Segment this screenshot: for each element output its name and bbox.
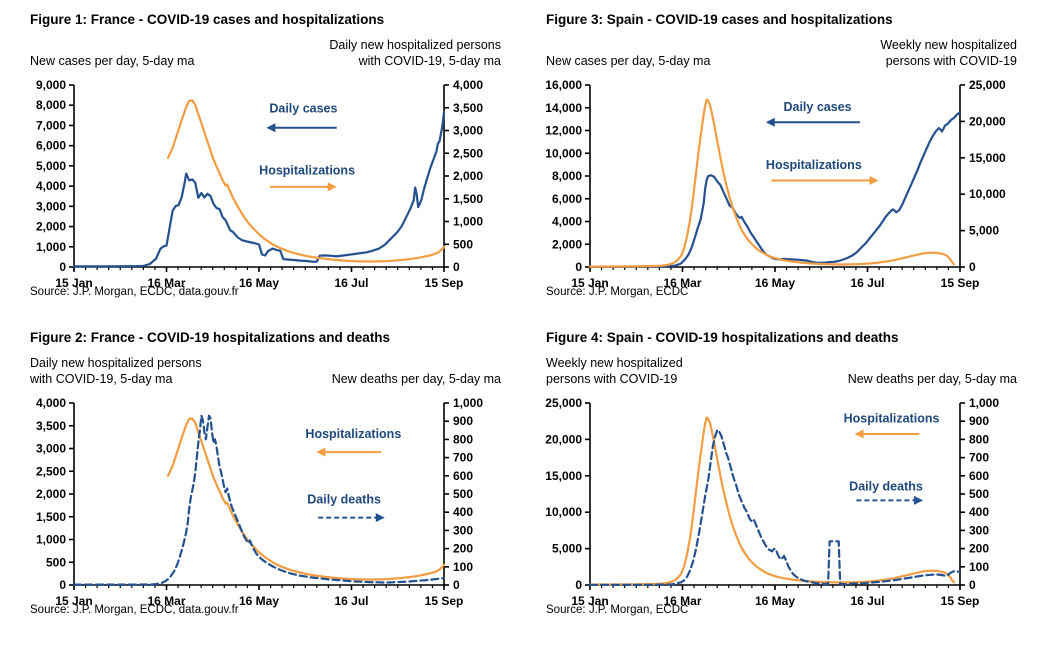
legend-arrow-head-left-icon	[316, 448, 325, 457]
left-tick-label: 8,000	[35, 98, 66, 113]
x-tick-label: 16 Mar	[147, 594, 186, 608]
right-tick-label: 300	[969, 523, 990, 538]
right-tick-label: 800	[969, 432, 990, 447]
axis-label-line: Daily new hospitalized persons	[329, 37, 501, 52]
figure-4-left-axis-label	[546, 350, 683, 387]
legend-daily-cases	[766, 100, 860, 127]
legend-arrow-head-right-icon	[328, 182, 337, 191]
left-tick-label: 4,000	[35, 396, 66, 410]
axis-label-line: Daily new hospitalized persons	[30, 355, 202, 370]
right-tick-label: 100	[969, 559, 990, 574]
legend-arrow-head-left-icon	[266, 123, 275, 132]
left-tick-label: 8,000	[551, 169, 582, 183]
left-tick-label: 0	[575, 578, 582, 592]
x-tick-label: 15 Sep	[940, 594, 980, 608]
left-tick-label: 14,000	[545, 100, 582, 115]
figure-4-title: Figure 4: Spain - COVID-19 hospitalizations and deaths	[546, 330, 899, 345]
figure-4-chart	[534, 388, 1039, 620]
axis-label-line: with COVID-19, 5-day ma	[358, 53, 501, 68]
figure-2-left-axis-label	[30, 350, 202, 387]
axis-label-line: persons with COVID-19	[885, 53, 1017, 68]
left-tick-label: 0	[575, 260, 582, 274]
right-tick-label: 25,000	[969, 78, 1006, 92]
axes	[36, 78, 483, 290]
x-tick-label: 15 Jan	[55, 594, 93, 608]
legend-arrow-head-right-icon	[870, 176, 879, 185]
x-tick-label: 16 Jul	[850, 276, 885, 290]
left-tick-label: 3,000	[35, 199, 66, 214]
axes	[545, 78, 1006, 290]
figure-3-panel	[534, 12, 1039, 327]
series-hospitalizations	[168, 101, 444, 262]
axis-label-line: with COVID-19, 5-day ma	[30, 371, 173, 386]
figure-4-right-axis-label	[848, 350, 1017, 387]
right-tick-label: 500	[453, 487, 474, 501]
left-tick-label: 10,000	[545, 146, 582, 161]
left-tick-label: 500	[45, 555, 66, 570]
x-tick-label: 16 May	[238, 594, 280, 608]
legend-arrow-head-right-icon	[376, 513, 385, 522]
left-tick-label: 2,000	[35, 487, 66, 501]
legend-daily-deaths	[307, 492, 385, 522]
right-tick-label: 900	[969, 414, 990, 429]
legend-hospitalizations	[305, 427, 401, 457]
left-tick-label: 4,000	[551, 214, 582, 229]
x-tick-label: 15 Sep	[424, 594, 464, 608]
left-tick-label: 7,000	[35, 118, 66, 133]
x-tick-label: 16 May	[238, 276, 280, 290]
right-tick-label: 20,000	[969, 114, 1006, 129]
legend-label: Hospitalizations	[259, 163, 356, 178]
figure-2-source: Source: J.P. Morgan, ECDC, data.gouv.fr	[30, 604, 239, 616]
left-tick-label: 6,000	[551, 191, 582, 206]
x-tick-label: 15 Jan	[571, 276, 609, 290]
figure-3-source: Source: J.P. Morgan, ECDC	[546, 286, 689, 298]
right-tick-label: 1,000	[453, 396, 484, 410]
right-tick-label: 15,000	[969, 150, 1006, 165]
right-tick-label: 10,000	[969, 187, 1006, 202]
left-tick-label: 3,500	[35, 418, 66, 433]
left-tick-label: 5,000	[35, 158, 66, 173]
left-tick-label: 1,500	[35, 509, 66, 524]
left-tick-label: 2,000	[551, 237, 582, 252]
x-tick-label: 15 Jan	[571, 594, 609, 608]
axes	[36, 396, 483, 608]
left-tick-label: 16,000	[545, 78, 582, 92]
legend-arrow-head-left-icon	[766, 118, 775, 127]
series-daily-deaths	[74, 416, 444, 585]
axis-label-line: Weekly new hospitalized	[546, 355, 683, 370]
figure-2-panel	[18, 330, 523, 645]
x-tick-label: 16 May	[754, 594, 796, 608]
left-tick-label: 1,000	[35, 239, 66, 254]
axis-label-line: Weekly new hospitalized	[880, 37, 1017, 52]
legend-daily-deaths	[849, 480, 923, 505]
axis-label-line: New deaths per day, 5-day ma	[331, 371, 501, 386]
legend-label: Hospitalizations	[305, 426, 402, 441]
x-tick-label: 15 Jan	[55, 276, 93, 290]
figure-3-left-axis-label	[546, 32, 710, 69]
figure-1-panel	[18, 12, 523, 327]
right-tick-label: 800	[453, 432, 474, 447]
x-tick-label: 15 Sep	[940, 276, 980, 290]
right-tick-label: 400	[969, 505, 990, 520]
right-tick-label: 100	[453, 559, 474, 574]
figure-1-chart	[18, 70, 523, 302]
figure-1-source: Source: J.P. Morgan, ECDC, data.gouv.fr	[30, 286, 239, 298]
left-tick-label: 2,000	[35, 219, 66, 234]
x-tick-label: 16 Jul	[850, 594, 885, 608]
right-tick-label: 1,500	[453, 191, 484, 206]
left-tick-label: 10,000	[545, 505, 582, 520]
axis-label-line: New cases per day, 5-day ma	[546, 53, 711, 68]
x-tick-label: 16 Mar	[663, 276, 702, 290]
figure-3-right-axis-label	[880, 32, 1017, 69]
right-tick-label: 0	[453, 260, 460, 274]
axes	[545, 396, 999, 608]
right-tick-label: 600	[969, 468, 990, 483]
figure-1-left-axis-label	[30, 32, 194, 69]
left-tick-label: 3,000	[35, 441, 66, 456]
left-tick-label: 2,500	[35, 464, 66, 479]
legend-label: Daily deaths	[849, 479, 923, 494]
legend-label: Daily cases	[783, 99, 852, 114]
axis-label-line: persons with COVID-19	[546, 371, 678, 386]
legend-daily-cases	[266, 102, 337, 133]
left-tick-label: 4,000	[35, 179, 66, 194]
right-tick-label: 1,000	[969, 396, 1000, 410]
series-daily-deaths	[590, 430, 960, 585]
axis-label-line: New deaths per day, 5-day ma	[847, 371, 1017, 386]
left-tick-label: 1,000	[35, 532, 66, 547]
right-tick-label: 500	[969, 487, 990, 501]
legend-label: Daily deaths	[307, 492, 381, 507]
right-tick-label: 200	[969, 541, 990, 556]
figure-1-title: Figure 1: France - COVID-19 cases and hospitalizations	[30, 12, 385, 27]
right-tick-label: 0	[969, 578, 976, 592]
right-tick-label: 3,500	[453, 100, 484, 115]
axis-label-line: New cases per day, 5-day ma	[30, 53, 195, 68]
series-daily-cases	[590, 112, 960, 267]
left-tick-label: 25,000	[545, 396, 582, 410]
legend-label: Hospitalizations	[765, 158, 862, 173]
legend-arrow-head-right-icon	[914, 496, 923, 505]
right-tick-label: 700	[969, 450, 990, 465]
series-hospitalizations	[168, 419, 444, 580]
legend-hospitalizations	[766, 158, 879, 185]
left-tick-label: 6,000	[35, 138, 66, 153]
right-tick-label: 0	[453, 578, 460, 592]
figure-2-right-axis-label	[332, 350, 501, 387]
figure-2-chart	[18, 388, 523, 620]
right-tick-label: 4,000	[453, 78, 484, 92]
left-tick-label: 20,000	[545, 432, 582, 447]
right-tick-label: 700	[453, 450, 474, 465]
right-tick-label: 1,000	[453, 214, 484, 229]
x-tick-label: 16 Mar	[147, 276, 186, 290]
right-tick-label: 400	[453, 505, 474, 520]
right-tick-label: 500	[453, 237, 474, 252]
x-tick-label: 16 Jul	[334, 594, 369, 608]
legend-hospitalizations	[259, 164, 355, 192]
legend-label: Hospitalizations	[843, 411, 940, 426]
left-tick-label: 0	[59, 578, 66, 592]
right-tick-label: 2,500	[453, 146, 484, 161]
right-tick-label: 2,000	[453, 169, 484, 183]
series-daily-cases	[74, 112, 444, 266]
left-tick-label: 5,000	[551, 541, 582, 556]
left-tick-label: 15,000	[545, 468, 582, 483]
x-tick-label: 16 May	[754, 276, 796, 290]
x-tick-label: 15 Sep	[424, 276, 464, 290]
right-tick-label: 5,000	[969, 223, 1000, 238]
left-tick-label: 12,000	[545, 123, 582, 138]
right-tick-label: 900	[453, 414, 474, 429]
figure-2-title: Figure 2: France - COVID-19 hospitalizations and deaths	[30, 330, 391, 345]
left-tick-label: 0	[59, 260, 66, 274]
x-tick-label: 16 Jul	[334, 276, 369, 290]
legend-hospitalizations	[844, 411, 940, 438]
right-tick-label: 0	[969, 260, 976, 274]
figure-1-right-axis-label	[329, 32, 501, 69]
right-tick-label: 600	[453, 468, 474, 483]
figure-4-source: Source: J.P. Morgan, ECDC	[546, 604, 689, 616]
legend-arrow-head-left-icon	[855, 429, 864, 438]
right-tick-label: 300	[453, 523, 474, 538]
legend-label: Daily cases	[269, 101, 338, 116]
left-tick-label: 9,000	[35, 78, 66, 92]
figure-4-panel	[534, 330, 1039, 645]
x-tick-label: 16 Mar	[663, 594, 702, 608]
right-tick-label: 3,000	[453, 123, 484, 138]
figure-3-chart	[534, 70, 1039, 302]
right-tick-label: 200	[453, 541, 474, 556]
figure-3-title: Figure 3: Spain - COVID-19 cases and hospitalizations	[546, 12, 893, 27]
